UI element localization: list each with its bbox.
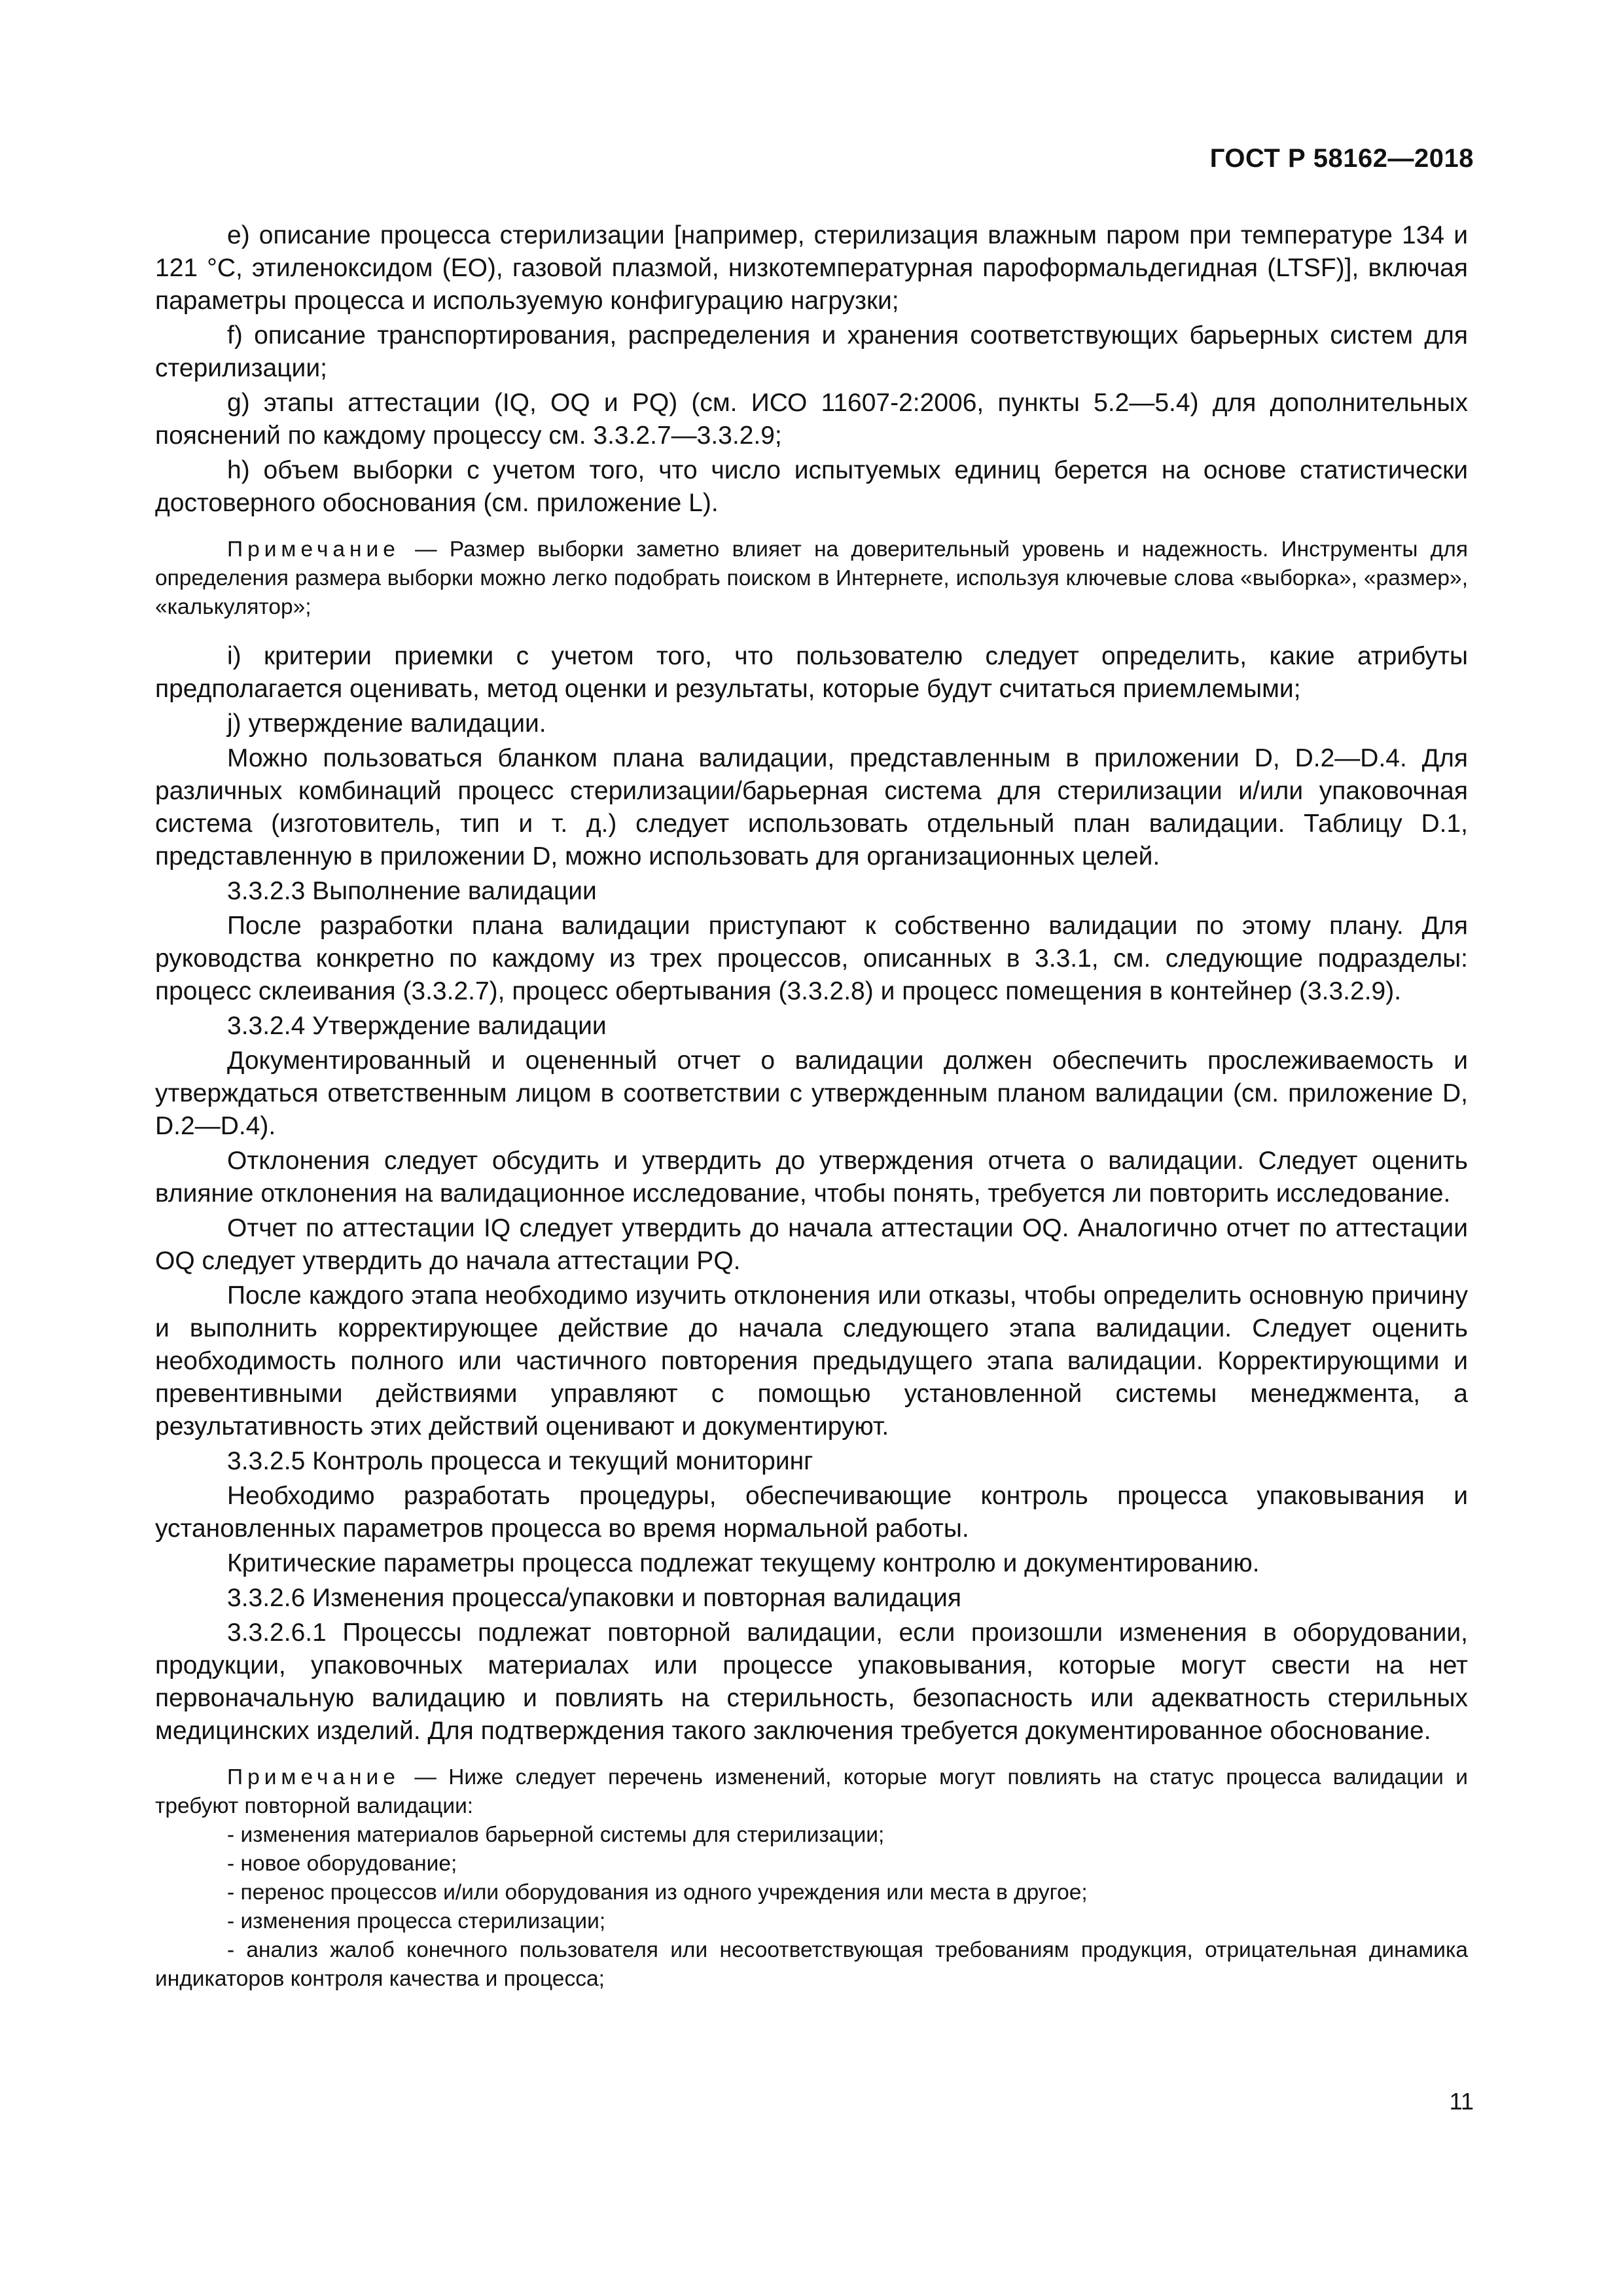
paragraph-3-3-2-6-1: 3.3.2.6.1 Процессы подлежат повторной валидации, если произошли изменения в оборудовании, продукции, упаковочных материалах или процессе упаковывания, которые могут свести на нет первоначальную валидацию и повлиять на стерильность, безопасность или адекватность стерильных медицинских изделий. Для подтверждения такого заключения требуется документированное обоснование. xyxy=(155,1619,1468,1745)
paragraph-e: е) описание процесса стерилизации [например, стерилизация влажным паром при температуре 134 и 121 °С, этиленоксидом (ЕО), газовой плазмой, низкотемпературная пароформальдегидная (LTSF)], включая параметры процесса и используемую конфигурацию нагрузки; xyxy=(155,221,1468,315)
document-body xyxy=(155,219,1468,1994)
change-list xyxy=(155,1821,1468,1994)
paragraph-documented-report: Документированный и оцененный отчет о валидации должен обеспечить прослеживаемость и утверждаться ответственным лицом в соответствии с утвержденным планом валидации (см. приложение D, D.2—D.4). xyxy=(155,1047,1468,1140)
note-text: — Размер выборки заметно влияет на доверительный уровень и надежность. Инструменты для определения размера выборки можно легко подобрать поиском в Интернете, используя ключевые слова «выборка», «размер», «калькулятор»; xyxy=(155,537,1468,619)
section-heading-3-3-2-4: 3.3.2.4 Утверждение валидации xyxy=(227,1012,607,1040)
list-item: - перенос процессов и/или оборудования из одного учреждения или места в другое; xyxy=(227,1880,1088,1905)
paragraph-validation-form: Можно пользоваться бланком плана валидации, представленным в приложении D, D.2—D.4. Для различных комбинаций процесс стерилизации/барьерная система для стерилизации и/или упаковочная система (изготовитель, тип и т. д.) следует использовать отдельный план валидации. Таблицу D.1, представленную в приложении D, можно использовать для организационных целей. xyxy=(155,744,1468,870)
note-label: Примечание xyxy=(227,537,400,562)
section-heading-3-3-2-3: 3.3.2.3 Выполнение валидации xyxy=(227,877,597,905)
paragraph-f: f) описание транспортирования, распределения и хранения соответствующих барьерных систем для стерилизации; xyxy=(155,321,1468,382)
note-text: — Ниже следует перечень изменений, которые могут повлиять на статус процесса валидации и требуют повторной валидации: xyxy=(155,1765,1468,1818)
list-item: - изменения материалов барьерной системы для стерилизации; xyxy=(227,1823,885,1847)
note-revalidation xyxy=(155,1763,1468,1994)
paragraph-after-each-stage: После каждого этапа необходимо изучить отклонения или отказы, чтобы определить основную причину и выполнить корректирующее действие до начала следующего этапа валидации. Следует оценить необходимость полного или частичного повторения предыдущего этапа валидации. Корректирующими и превентивными действиями управляют с помощью установленной системы менеджмента, а результативность этих действий оценивают и документируют. xyxy=(155,1282,1468,1441)
list-item: - новое оборудование; xyxy=(227,1852,457,1876)
paragraph-g: g) этапы аттестации (IQ, OQ и PQ) (см. ИСО 11607-2:2006, пункты 5.2—5.4) для дополнительных пояснений по каждому процессу см. 3.3.2.7—3.3.2.9; xyxy=(155,389,1468,450)
section-heading-3-3-2-5: 3.3.2.5 Контроль процесса и текущий мониторинг xyxy=(227,1447,813,1475)
paragraph-after-plan: После разработки плана валидации приступают к собственно валидации по этому плану. Для руководства конкретно по каждому из трех процессов, описанных в 3.3.1, см. следующие подразделы: процесс склеивания (3.3.2.7), процесс обертывания (3.3.2.8) и процесс помещения в контейнер (3.3.2.9). xyxy=(155,912,1468,1005)
page-number: 11 xyxy=(1449,2088,1474,2115)
paragraph-h: h) объем выборки с учетом того, что число испытуемых единиц берется на основе статистически достоверного обоснования (см. приложение L). xyxy=(155,456,1468,517)
note-sample-size xyxy=(155,535,1468,622)
list-item: - анализ жалоб конечного пользователя или несоответствующая требованиям продукция, отрицательная динамика индикаторов контроля качества и процесса; xyxy=(155,1938,1468,1991)
note-label: Примечание xyxy=(227,1765,400,1789)
document-header: ГОСТ Р 58162—2018 xyxy=(1209,144,1474,173)
paragraph-deviations: Отклонения следует обсудить и утвердить до утверждения отчета о валидации. Следует оценить влияние отклонения на валидационное исследование, чтобы понять, требуется ли повторить исследование. xyxy=(155,1147,1468,1208)
paragraph-j: j) утверждение валидации. xyxy=(227,709,546,738)
note-revalidation-intro xyxy=(155,1763,1468,1821)
section-heading-3-3-2-6: 3.3.2.6 Изменения процесса/упаковки и повторная валидация xyxy=(227,1584,962,1612)
paragraph-procedures: Необходимо разработать процедуры, обеспечивающие контроль процесса упаковывания и установленных параметров процесса во время нормальной работы. xyxy=(155,1482,1468,1543)
paragraph-i: i) критерии приемки с учетом того, что пользователю следует определить, какие атрибуты предполагается оценивать, метод оценки и результаты, которые будут считаться приемлемыми; xyxy=(155,642,1468,703)
paragraph-critical-parameters: Критические параметры процесса подлежат текущему контролю и документированию. xyxy=(227,1549,1260,1577)
paragraph-iq-report: Отчет по аттестации IQ следует утвердить до начала аттестации OQ. Аналогично отчет по аттестации OQ следует утвердить до начала аттестации PQ. xyxy=(155,1214,1468,1275)
list-item: - изменения процесса стерилизации; xyxy=(227,1909,606,1933)
